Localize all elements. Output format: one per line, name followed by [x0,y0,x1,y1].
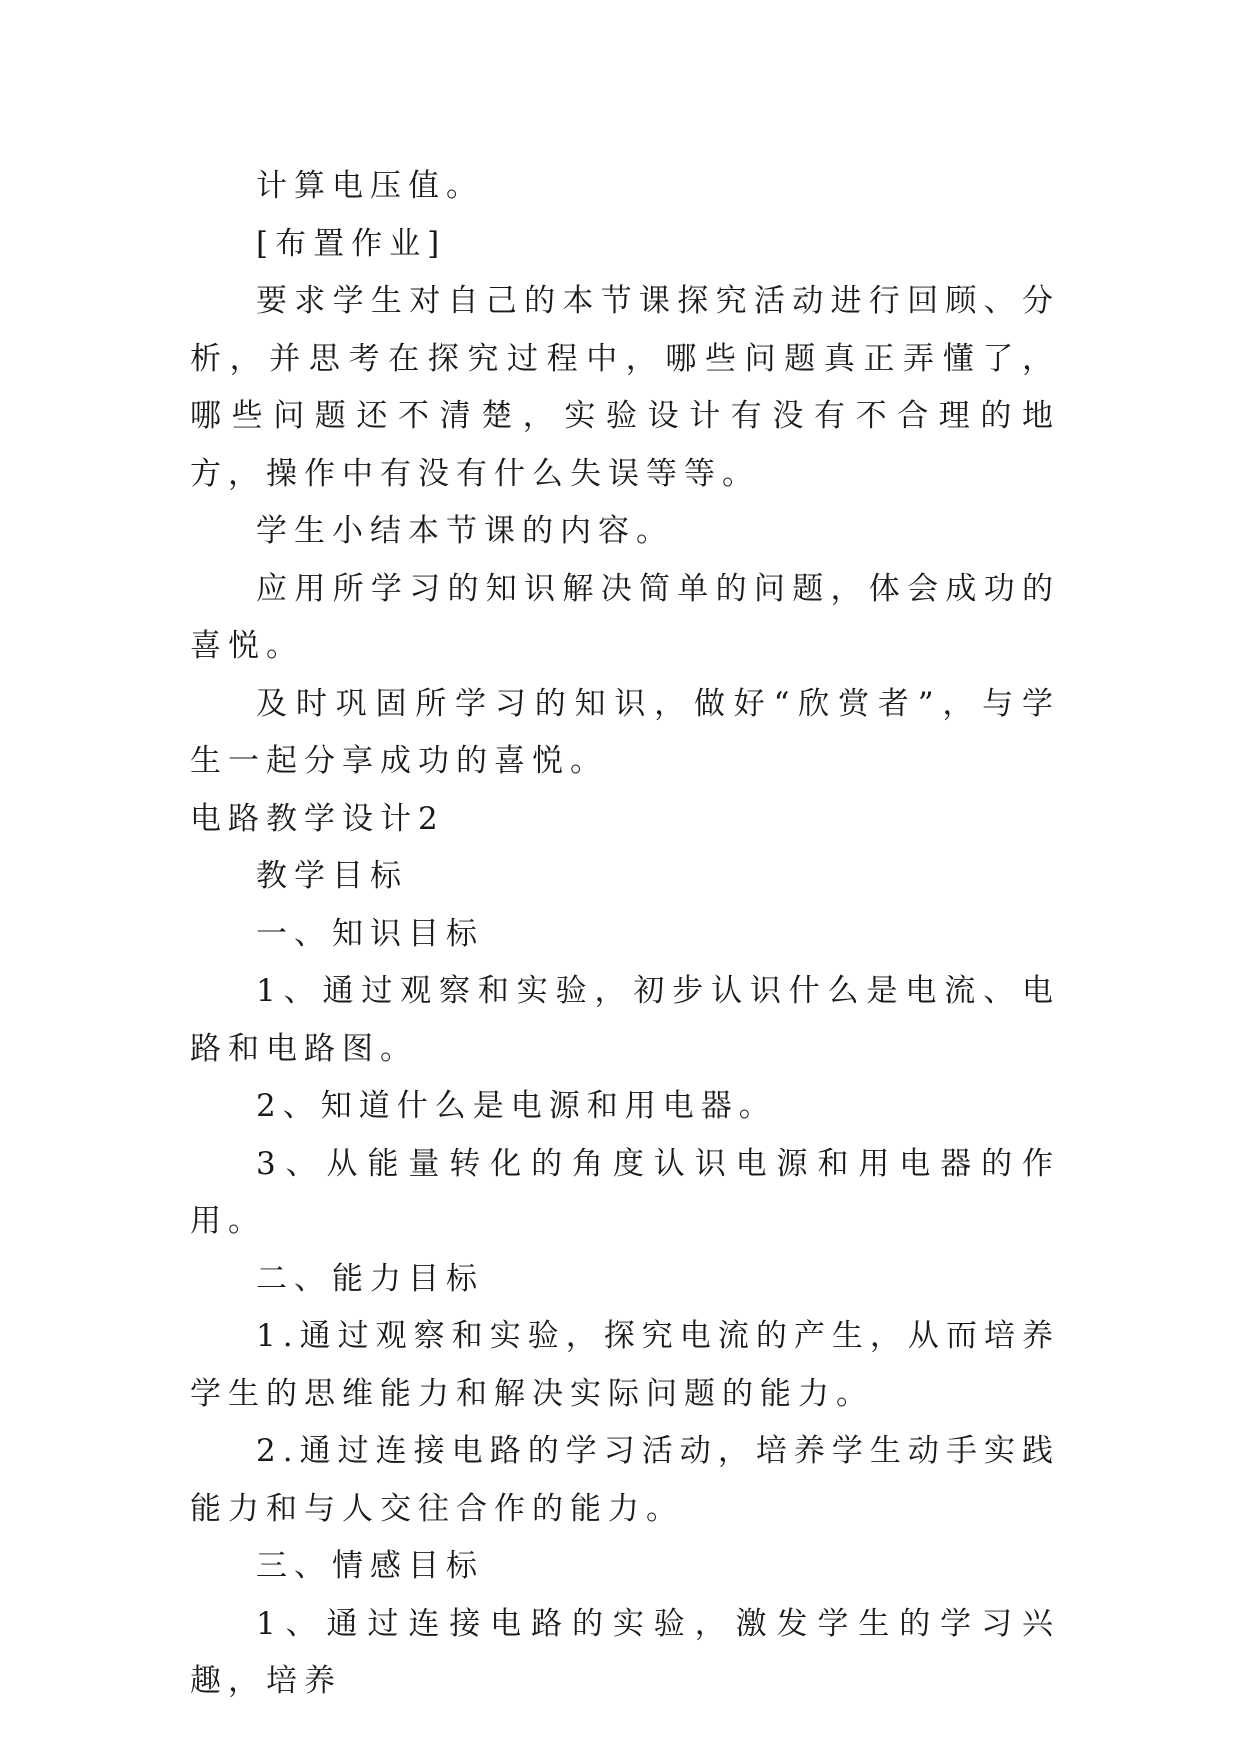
paragraph-homework-heading: [布置作业] [256,225,447,262]
paragraph-knowledge-item-1: 1、通过观察和实验，初步认识什么是电流、电路和电路图。 [190,973,1060,1067]
paragraph-emotion-goals: 三、情感目标 [256,1548,484,1584]
paragraph-knowledge-item-3: 3、从能量转化的角度认识电源和用电器的作用。 [190,1145,1060,1239]
paragraph-consolidate: 及时巩固所学习的知识，做好“欣赏者”，与学生一起分享成功的喜悦。 [190,685,1060,779]
paragraph-knowledge-goals: 一、知识目标 [256,915,484,952]
section-title: 电路教学设计2 [190,800,445,837]
paragraph-homework-requirement: 要求学生对自己的本节课探究活动进行回顾、分析，并思考在探究过程中，哪些问题真正弄懂了，哪些问题还不清楚，实验设计有没有不合理的地方，操作中有没有什么失误等等。 [190,283,1060,492]
paragraph-ability-item-1: 1.通过观察和实验，探究电流的产生，从而培养学生的思维能力和解决实际问题的能力。 [190,1318,1060,1412]
paragraph-calc-voltage: 计算电压值。 [256,168,484,204]
paragraph-student-summary: 学生小结本节课的内容。 [256,513,674,549]
paragraph-apply-knowledge: 应用所学习的知识解决简单的问题，体会成功的喜悦。 [190,570,1060,664]
document-page [190,158,1060,1711]
paragraph-teaching-goals: 教学目标 [256,858,408,894]
paragraph-knowledge-item-2: 2、知道什么是电源和用电器。 [256,1088,777,1124]
paragraph-emotion-item-1: 1、通过连接电路的实验，激发学生的学习兴趣，培养 [190,1605,1060,1699]
paragraph-ability-item-2: 2.通过连接电路的学习活动，培养学生动手实践能力和与人交往合作的能力。 [190,1433,1060,1527]
paragraph-ability-goals: 二、能力目标 [256,1260,484,1297]
